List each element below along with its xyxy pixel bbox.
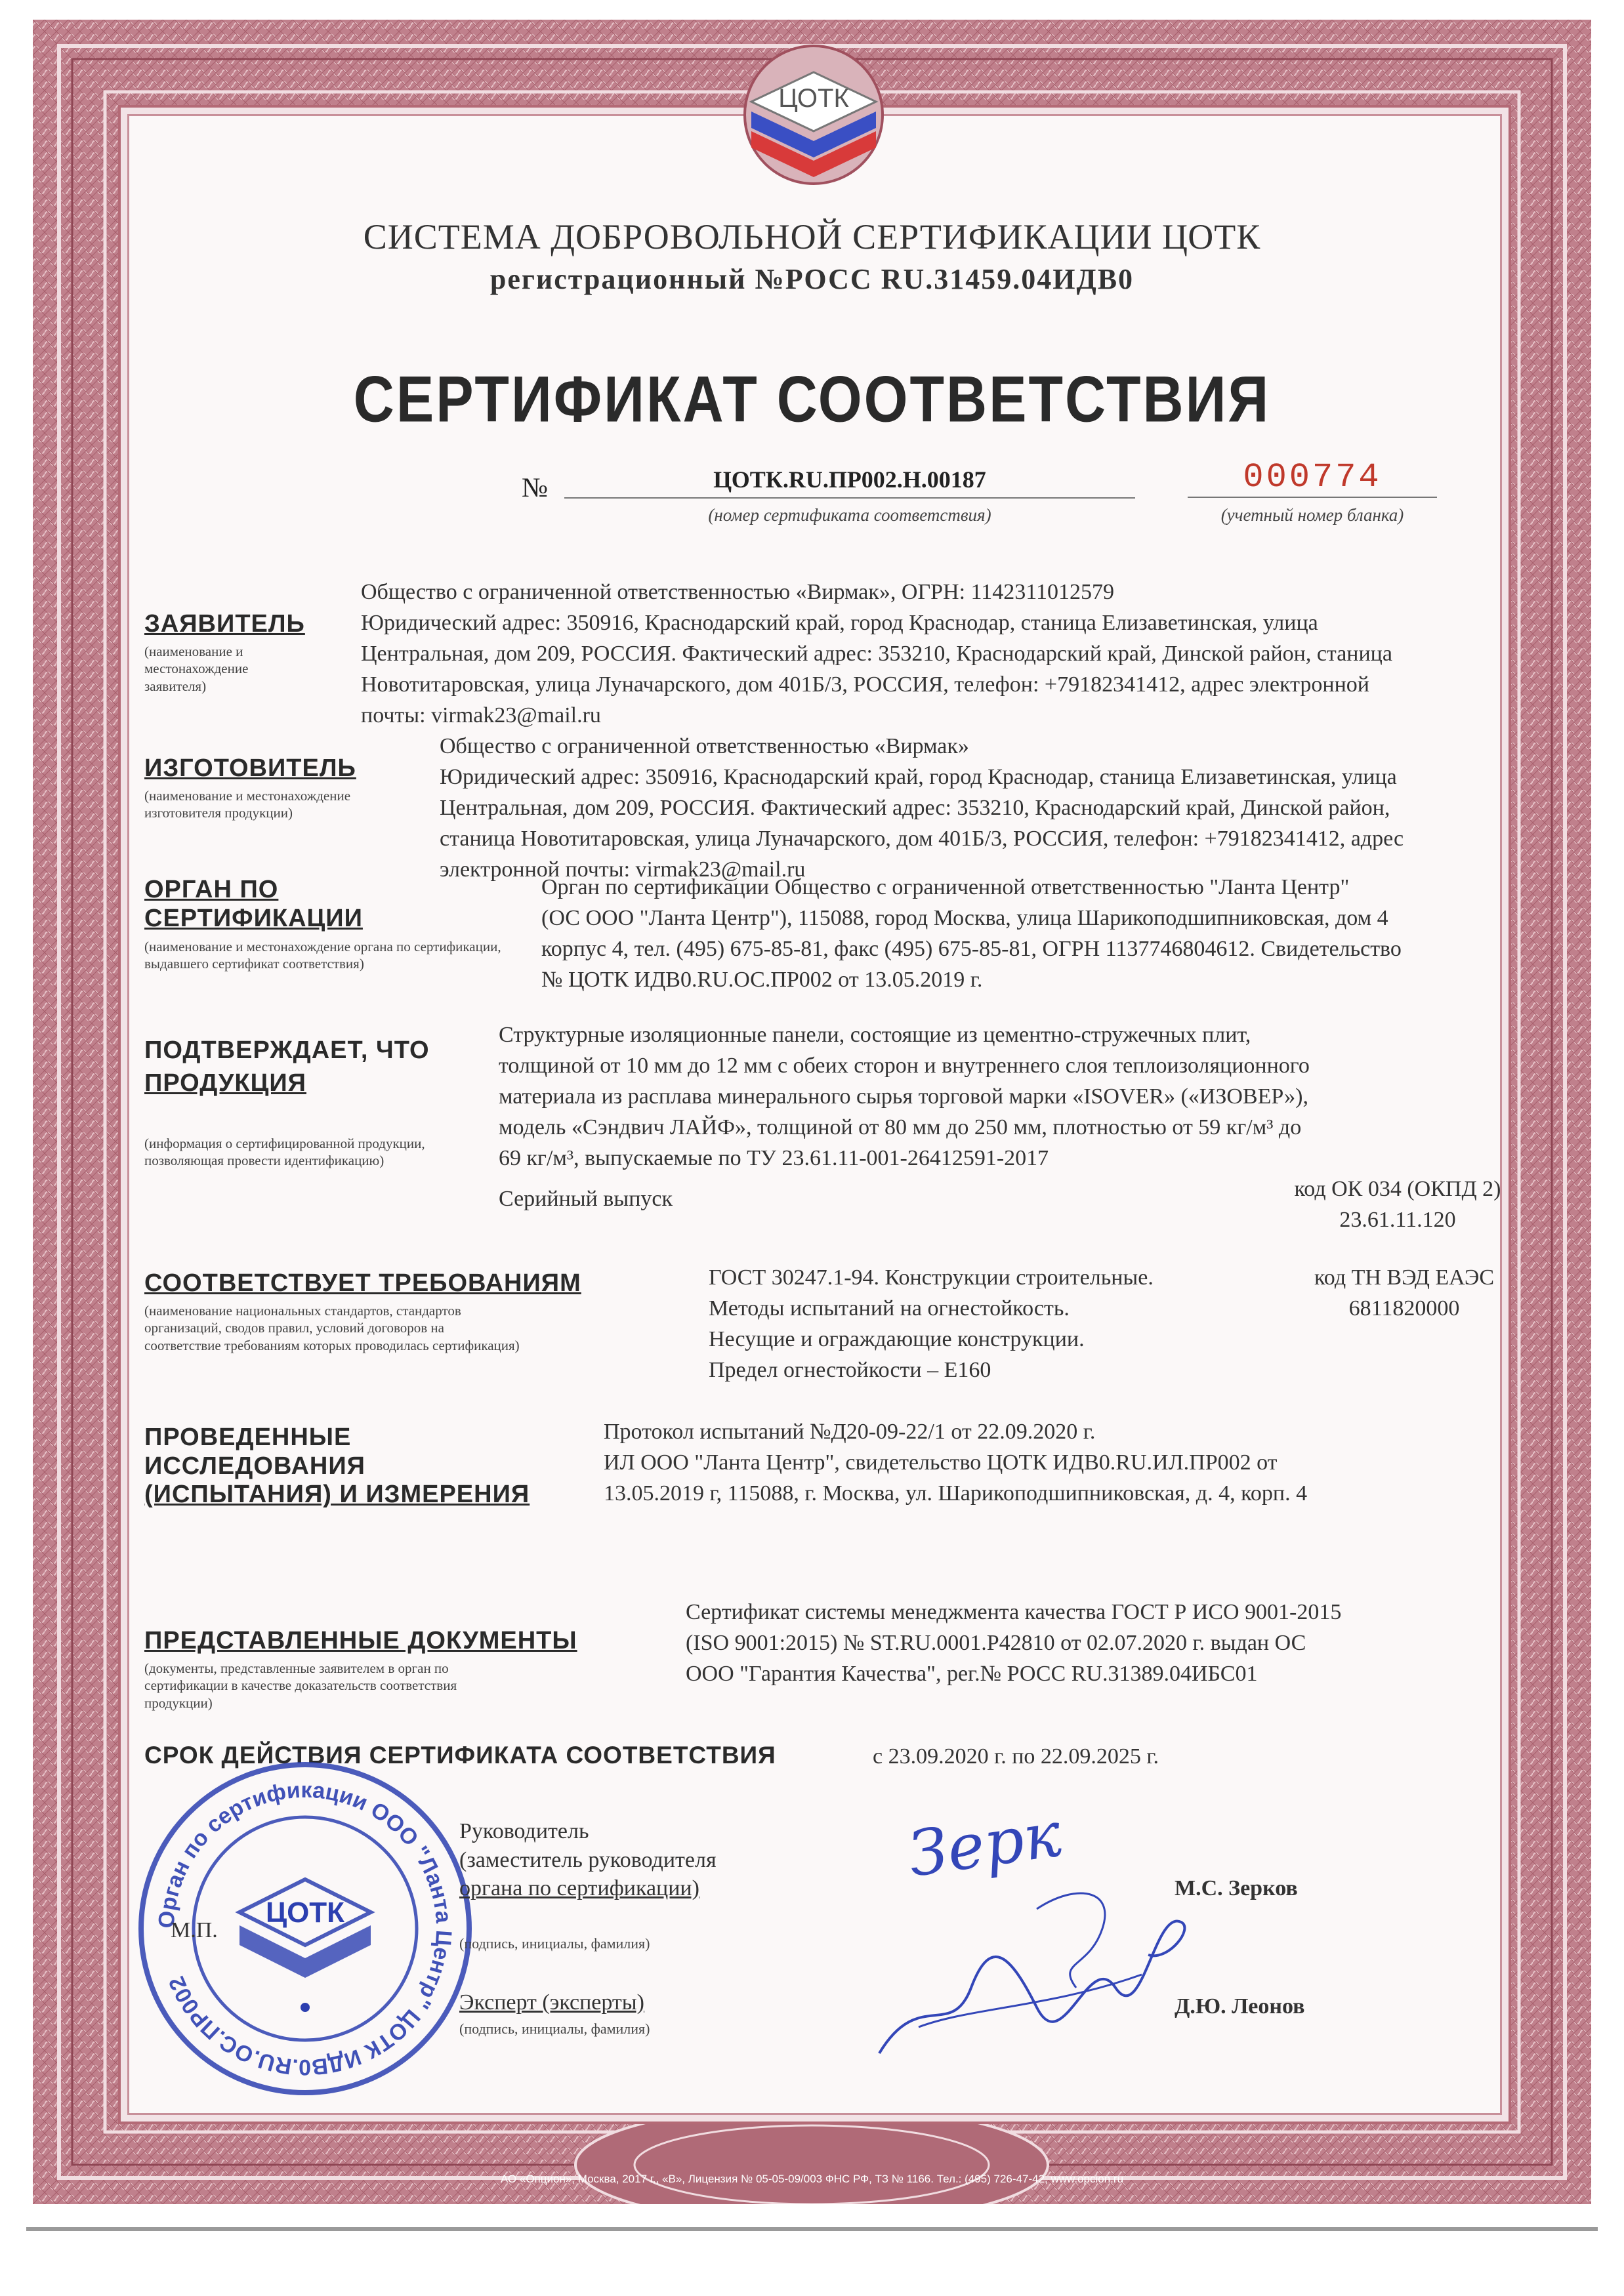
cert-body-line: Орган по сертификации Общество с ограниченной ответственностью "Ланта Центр" bbox=[541, 875, 1350, 899]
cert-body-line: корпус 4, тел. (495) 675-85-81, факс (495) 675-85-81, ОГРН 1137746804612. Свидетельство bbox=[541, 936, 1402, 961]
expert-name: Д.Ю. Леонов bbox=[1175, 1994, 1305, 2019]
cert-body-label bbox=[144, 876, 363, 933]
applicant-line: Центральная, дом 209, РОССИЯ. Фактический адрес: 353210, Краснодарский край, Динской район, станица bbox=[361, 641, 1392, 666]
applicant-line: Общество с ограниченной ответственностью «Вирмак», ОГРН: 1142311012579 bbox=[361, 580, 1114, 604]
documents-line: ООО "Гарантия Качества", рег.№ РОСС RU.31389.04ИБС01 bbox=[686, 1661, 1258, 1686]
product-line: толщиной от 10 мм до 12 мм с обеих сторон и внутреннего слоя теплоизоляционного bbox=[499, 1053, 1310, 1078]
documents-sublabel-line: сертификации в качестве доказательств соответствия bbox=[144, 1677, 457, 1694]
seal-ring-text: Орган по сертификации ООО "Ланта Центр" ЦОТК ИДВ0.RU.ОС.ПР002 bbox=[154, 1777, 457, 2080]
cert-body-text bbox=[541, 872, 1539, 996]
manufacturer-line: Юридический адрес: 350916, Краснодарский край, город Краснодар, станица Елизаветинская, улица bbox=[440, 764, 1397, 789]
research-text bbox=[604, 1417, 1522, 1509]
stamp-place-label: М.П. bbox=[171, 1918, 218, 1942]
cert-body-sublabel: (наименование и местонахождение органа по сертификации, выдавшего сертификат соответствия) bbox=[144, 939, 501, 972]
head-label bbox=[459, 1817, 717, 1903]
requirements-code-label: код ТН ВЭД ЕАЭС bbox=[1314, 1265, 1494, 1290]
printer-line: АО «Опцион», Москва, 2017 г., «В», Лицензия № 05-05-09/003 ФНС РФ, ТЗ № 1166. Тел.: (495) 726-47-42, www.opcion.ru bbox=[500, 2173, 1124, 2185]
documents-line: (ISO 9001:2015) № ST.RU.0001.P42810 от 02.07.2020 г. выдан ОС bbox=[686, 1630, 1306, 1655]
product-line: материала из расплава минерального сырья торговой марки «ISOVER» («ИЗОВЕР»), bbox=[499, 1084, 1308, 1109]
requirements-line: Несущие и ограждающие конструкции. bbox=[709, 1326, 1085, 1351]
documents-text bbox=[686, 1597, 1539, 1690]
requirements-text bbox=[709, 1263, 1280, 1386]
requirements-line: Предел огнестойкости – Е160 bbox=[709, 1357, 991, 1382]
applicant-label: ЗАЯВИТЕЛЬ bbox=[144, 610, 305, 638]
requirements-line: Методы испытаний на огнестойкость. bbox=[709, 1296, 1070, 1321]
product-code-label: код ОК 034 (ОКПД 2) bbox=[1294, 1177, 1501, 1201]
documents-sublabel-line: продукции) bbox=[144, 1694, 213, 1711]
requirements-sublabel-line: организаций, сводов правил, условий договоров на bbox=[144, 1320, 444, 1336]
product-serial: Серийный выпуск bbox=[499, 1187, 673, 1211]
cert-body-label-line: ОРГАН ПО bbox=[144, 876, 279, 903]
requirements-sublabel bbox=[144, 1302, 735, 1354]
product-line: 69 кг/м³, выпускаемые по ТУ 23.61.11-001-26412591-2017 bbox=[499, 1145, 1049, 1170]
head-label-line: Руководитель bbox=[459, 1819, 589, 1843]
applicant-line: Юридический адрес: 350916, Краснодарский край, город Краснодар, станица Елизаветинская, улица bbox=[361, 610, 1318, 635]
certificate-title: СЕРТИФИКАТ СООТВЕТСТВИЯ bbox=[353, 363, 1271, 436]
research-label-line: (ИСПЫТАНИЯ) И ИЗМЕРЕНИЯ bbox=[144, 1481, 530, 1509]
manufacturer-line: Центральная, дом 209, РОССИЯ. Фактический адрес: 353210, Краснодарский край, Динской район, bbox=[440, 795, 1390, 820]
manufacturer-text bbox=[440, 731, 1549, 886]
requirements-sublabel-line: соответствие требованиям которых проводилась сертификация) bbox=[144, 1337, 520, 1353]
requirements-code-value: 6811820000 bbox=[1348, 1296, 1460, 1321]
handwritten-signatures bbox=[840, 1791, 1234, 2106]
head-signature: Зерк bbox=[904, 1798, 1066, 1891]
cert-body-label-line: СЕРТИФИКАЦИИ bbox=[144, 904, 363, 932]
certificate-number: ЦОТК.RU.ПР002.Н.00187 bbox=[564, 466, 1135, 499]
applicant-line: почты: virmak23@mail.ru bbox=[361, 703, 601, 728]
documents-sublabel bbox=[144, 1660, 604, 1712]
expert-label: Эксперт (эксперты) bbox=[459, 1990, 644, 2015]
product-code-value: 23.61.11.120 bbox=[1339, 1207, 1456, 1232]
research-line: 13.05.2019 г, 115088, г. Москва, ул. Шарикоподшипниковская, д. 4, корп. 4 bbox=[604, 1481, 1308, 1506]
certificate-sheet bbox=[33, 20, 1591, 2204]
seal-center-text: ЦОТК bbox=[265, 1896, 345, 1929]
head-label-line: (заместитель руководителя bbox=[459, 1847, 717, 1872]
documents-line: Сертификат системы менеджмента качества ГОСТ Р ИСО 9001-2015 bbox=[686, 1600, 1342, 1624]
validity-label: СРОК ДЕЙСТВИЯ СЕРТИФИКАТА СООТВЕТСТВИЯ bbox=[144, 1742, 776, 1769]
blank-number-caption: (учетный номер бланка) bbox=[1220, 505, 1404, 525]
cert-body-line: (ОС ООО "Ланта Центр"), 115088, город Москва, улица Шарикоподшипниковская, дом 4 bbox=[541, 905, 1388, 930]
manufacturer-line: станица Новотитаровская, улица Луначарского, дом 401Б/3, РОССИЯ, телефон: +79182341412, адрес bbox=[440, 826, 1404, 851]
system-title: СИСТЕМА ДОБРОВОЛЬНОЙ СЕРТИФИКАЦИИ ЦОТК bbox=[363, 217, 1261, 256]
manufacturer-line: электронной почты: virmak23@mail.ru bbox=[440, 857, 806, 882]
cert-body-line: № ЦОТК ИДВ0.RU.ОС.ПР002 от 13.05.2019 г. bbox=[541, 967, 983, 992]
research-label bbox=[144, 1424, 530, 1509]
requirements-sublabel-line: (наименование национальных стандартов, стандартов bbox=[144, 1303, 461, 1319]
research-line: Протокол испытаний №Д20-09-22/1 от 22.09.2020 г. bbox=[604, 1420, 1096, 1444]
applicant-text bbox=[361, 577, 1535, 731]
documents-sublabel-line: (документы, представленные заявителем в орган по bbox=[144, 1660, 449, 1676]
registration-number: регистрационный №РОСС RU.31459.04ИДВ0 bbox=[489, 263, 1135, 295]
number-sign: № bbox=[522, 473, 549, 503]
research-line: ИЛ ООО "Ланта Центр", свидетельство ЦОТК ИДВ0.RU.ИЛ.ПР002 от bbox=[604, 1450, 1278, 1475]
research-label-line: ИССЛЕДОВАНИЯ bbox=[144, 1452, 365, 1480]
applicant-line: Новотитаровская, улица Луначарского, дом 401Б/3, РОССИЯ, телефон: +79182341412, адрес электронной bbox=[361, 672, 1369, 697]
product-code bbox=[1266, 1174, 1529, 1236]
blank-number: 000774 bbox=[1188, 458, 1437, 498]
product-text bbox=[499, 1020, 1522, 1174]
research-label-line: ПРОВЕДЕННЫЕ bbox=[144, 1424, 352, 1451]
product-label-line1: ПОДТВЕРЖДАЕТ, ЧТО bbox=[144, 1036, 430, 1064]
validity-value: с 23.09.2020 г. по 22.09.2025 г. bbox=[873, 1744, 1159, 1769]
product-line: модель «Сэндвич ЛАЙФ», толщиной от 80 мм до 250 мм, плотностью от 59 кг/м³ до bbox=[499, 1115, 1302, 1139]
manufacturer-sublabel: (наименование и местонахождение изготовителя продукции) bbox=[144, 788, 351, 821]
applicant-sublabel: (наименование и местонахождение заявителя) bbox=[144, 644, 249, 694]
product-line: Структурные изоляционные панели, состоящие из цементно-стружечных плит, bbox=[499, 1023, 1251, 1047]
requirements-code bbox=[1266, 1263, 1542, 1324]
head-label-line: органа по сертификации) bbox=[459, 1876, 699, 1901]
cotk-logo bbox=[725, 39, 902, 190]
requirements-line: ГОСТ 30247.1-94. Конструкции строительные. bbox=[709, 1265, 1154, 1290]
manufacturer-line: Общество с ограниченной ответственностью «Вирмак» bbox=[440, 734, 969, 758]
logo-text: ЦОТК bbox=[778, 84, 849, 113]
expert-caption: (подпись, инициалы, фамилия) bbox=[459, 2020, 650, 2037]
head-name: М.С. Зерков bbox=[1175, 1876, 1298, 1900]
product-label-line2: ПРОДУКЦИЯ bbox=[144, 1069, 306, 1097]
page-bottom-rule bbox=[26, 2227, 1598, 2231]
requirements-label: СООТВЕТСТВУЕТ ТРЕБОВАНИЯМ bbox=[144, 1269, 581, 1297]
documents-label: ПРЕДСТАВЛЕННЫЕ ДОКУМЕНТЫ bbox=[144, 1627, 577, 1654]
manufacturer-label: ИЗГОТОВИТЕЛЬ bbox=[144, 754, 356, 782]
certificate-number-caption: (номер сертификата соответствия) bbox=[708, 505, 991, 525]
head-caption: (подпись, инициалы, фамилия) bbox=[459, 1935, 650, 1952]
product-sublabel: (информация о сертифицированной продукции, позволяющая провести идентификацию) bbox=[144, 1136, 425, 1169]
